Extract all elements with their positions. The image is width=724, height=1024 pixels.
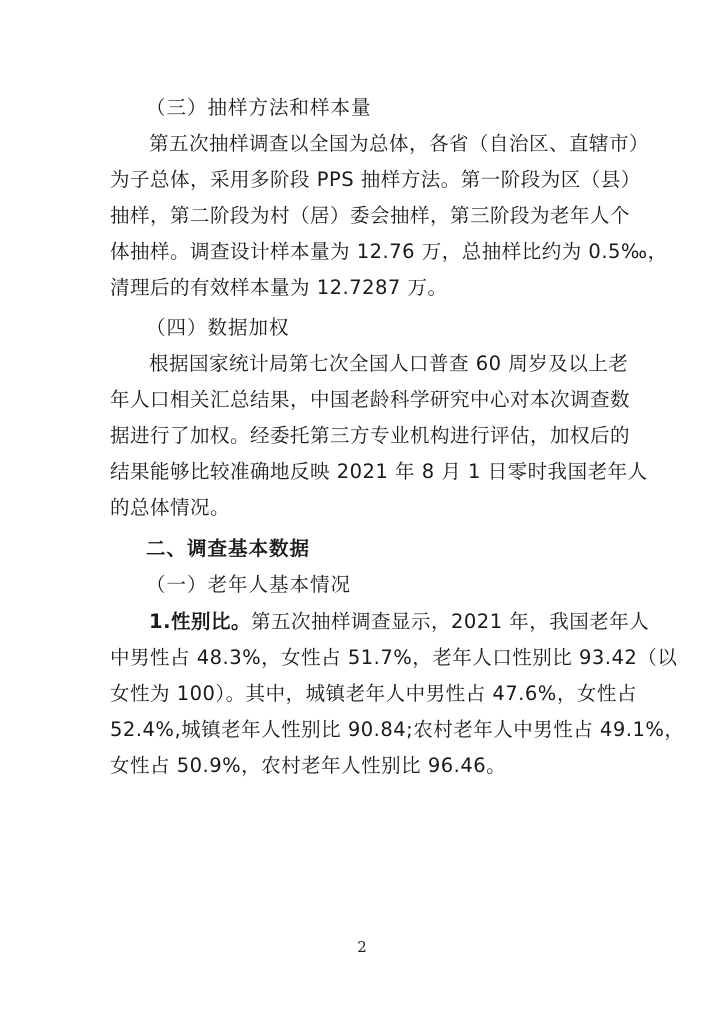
paragraph-line: 据进行了加权。经委托第三方专业机构进行评估，加权后的 — [110, 424, 631, 447]
paragraph-line: 根据国家统计局第七次全国人口普查 60 周岁及以上老 — [149, 352, 629, 375]
section-heading-sampling: （三）抽样方法和样本量 — [146, 96, 372, 119]
paragraph-line: 体抽样。调查设计样本量为 12.76 万，总抽样比约为 0.5‰， — [110, 240, 668, 263]
section-heading-basic-data: 二、调查基本数据 — [146, 537, 311, 560]
paragraph-sampling — [110, 126, 668, 306]
paragraph-line: 清理后的有效样本量为 12.7287 万。 — [110, 276, 448, 299]
paragraph-line: 为子总体，采用多阶段 PPS 抽样方法。第一阶段为区（县） — [110, 168, 641, 191]
paragraph-line: 抽样，第二阶段为村（居）委会抽样，第三阶段为老年人个 — [110, 204, 631, 227]
paragraph-line: 的总体情况。 — [110, 496, 231, 519]
paragraph-line — [110, 604, 650, 640]
paragraph-line: 结果能够比较准确地反映 2021 年 8 月 1 日零时我国老年人 — [110, 460, 648, 483]
paragraph-line: 年人口相关汇总结果，中国老龄科学研究中心对本次调查数 — [110, 388, 631, 411]
section-heading-elderly-basic: （一）老年人基本情况 — [146, 573, 352, 596]
paragraph-line: 中男性占 48.3%，女性占 51.7%，老年人口性别比 93.42（以 — [110, 646, 678, 669]
paragraph-line: 女性占 50.9%，农村老年人性别比 96.46。 — [110, 754, 507, 777]
section-heading-weighting: （四）数据加权 — [146, 316, 290, 339]
paragraph-sex-ratio — [110, 604, 685, 784]
paragraph-line-text: 第五次抽样调查显示，2021 年，我国老年人 — [250, 610, 650, 633]
sex-ratio-lead: 1.性别比。 — [149, 610, 251, 633]
page-number: 2 — [357, 938, 367, 956]
paragraph-line: 女性为 100）。其中，城镇老年人中男性占 47.6%，女性占 — [110, 682, 637, 705]
paragraph-line: 第五次抽样调查以全国为总体，各省（自治区、直辖市） — [149, 132, 650, 155]
paragraph-line: 52.4%,城镇老年人性别比 90.84;农村老年人中男性占 49.1%， — [110, 718, 685, 741]
paragraph-weighting — [110, 346, 648, 526]
